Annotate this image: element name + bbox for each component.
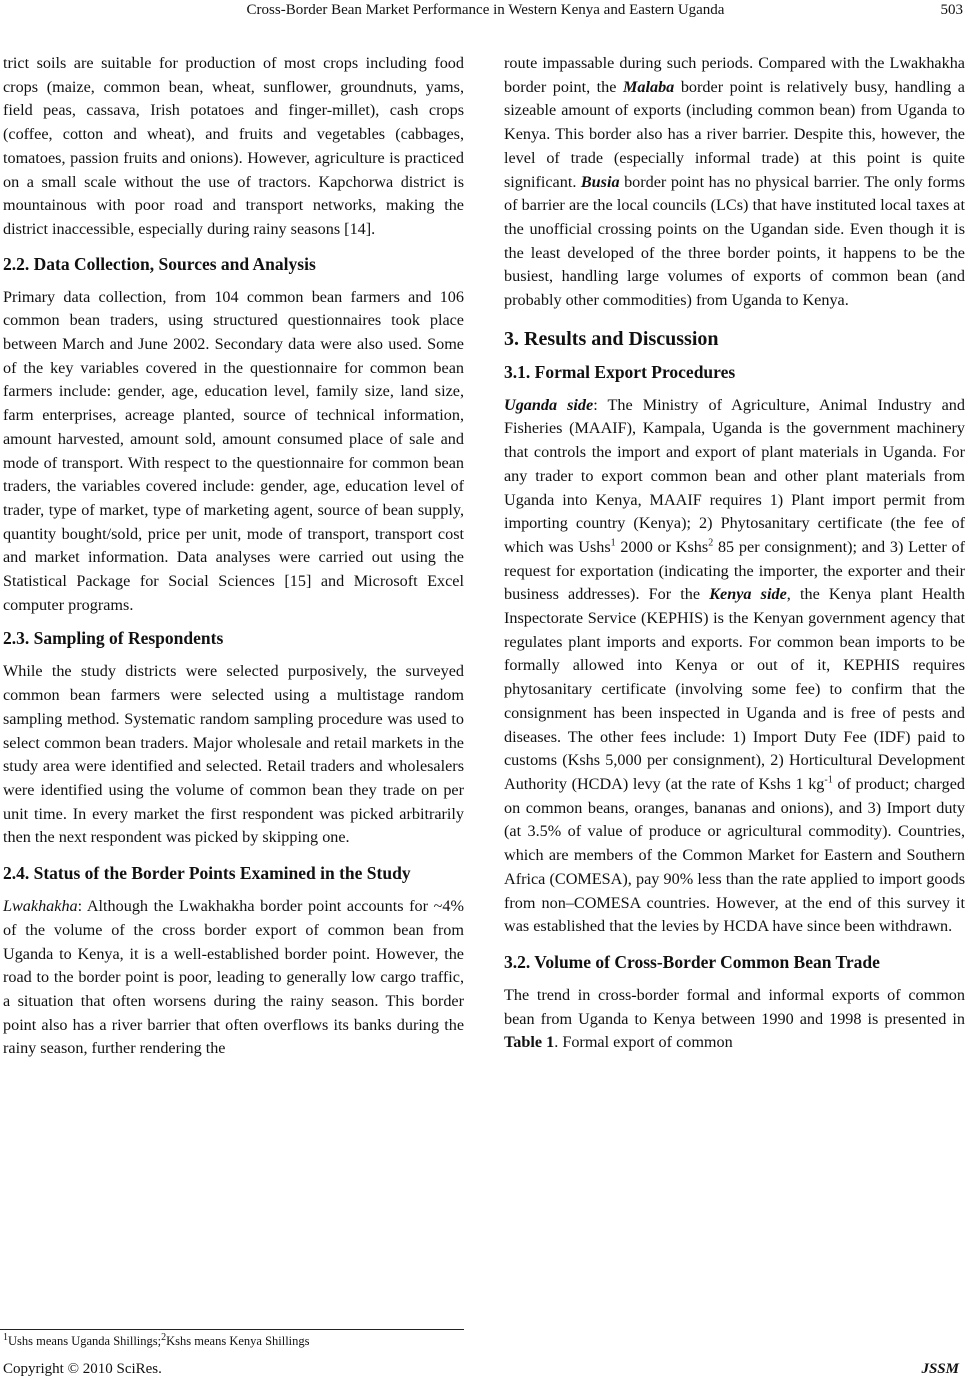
page-number: 503	[940, 2, 963, 18]
heading-2-2: 2.2. Data Collection, Sources and Analysis	[3, 253, 316, 274]
heading-2-4: 2.4. Status of the Border Points Examined in the Study	[3, 863, 411, 884]
border-text-b: border point is relatively busy, handling a sizeable amount of exports (including common bean) from Uganda to Kenya. This border also has a river barrier. Despite this, however, the level of trade (especially informal trade) at this point is quite significant.	[504, 77, 965, 191]
right-column	[504, 52, 965, 1055]
busia-label: Busia	[580, 172, 620, 191]
border-text-c: border point has no physical barrier. The only forms of barrier are the local councils (LCs) that have instituted local taxes at the unofficial crossing points on the Ugandan side. Even though it is the least developed of the three border points, it happens to be the busiest, handling large volumes of exports of common bean (and probably other commodities) from Uganda to Kenya.	[504, 172, 965, 310]
paragraph-2-4-text: : Although the Lwakhakha border point accounts for ~4% of the volume of the cross border export of common bean from Uganda to Kenya, it is a well-established border point. However, the road to the border point is poor, leading to generally low cargo traffic, a situation that often worsens during the rainy season. This border point also has a river barrier that often overflows its banks during the rainy season, further rendering the	[3, 897, 464, 1058]
p31-text-a: : The Ministry of Agriculture, Animal Industry and Fisheries (MAAIF), Kampala, Uganda is the government machinery that controls the import and export of plant materials in Uganda. For any trader to export common bean and other plant materials from Uganda into Kenya, MAAIF requires 1) Plant import permit from importing country (Kenya); 2) Phytosanitary certificate (the fee of which was Ushs	[504, 395, 965, 556]
paragraph-3-2	[504, 984, 965, 1055]
p31-text-b: 2000 or Kshs	[615, 537, 709, 556]
footnote-ref-2: 2	[708, 537, 714, 549]
journal-abbrev: JSSM	[921, 1361, 959, 1377]
p32-text-a: The trend in cross-border formal and informal exports of common bean from Uganda to Kenya between 1990 and 1998 is presented in	[504, 985, 965, 1028]
paragraph-2-4	[3, 895, 464, 1061]
running-title: Cross-Border Bean Market Performance in Western Kenya and Eastern Uganda	[246, 2, 725, 18]
paragraph-2-2: Primary data collection, from 104 common bean farmers and 106 common bean traders, using structured questionnaires took place between March and June 2002. Secondary data were also used. Some of the key variables covered in the questionnaire for common bean farmers include: gender, age, education level, family size, land size, farm enterprises, acreage planted, source of technical information, amount harvested, amount sold, amount consumed place of sale and mode of transport. With respect to the questionnaire for common bean traders, the variables covered include: gender, age, education level of trader, type of market, type of marketing agent, source of bean supply, quantity bought/sold, price per unit, mode of transport, transport cost and market information. Data analyses were carried out using the Statistical Package for Social Sciences [15] and Microsoft Excel computer programs.	[3, 287, 464, 614]
footnote-text-1: Ushs means Uganda Shillings;	[8, 1334, 162, 1348]
footnote	[3, 1333, 310, 1349]
heading-3: 3. Results and Discussion	[504, 327, 719, 350]
p32-text-b: . Formal export of common	[554, 1033, 733, 1052]
footnote-ref-1: 1	[610, 537, 616, 549]
uganda-side-label: Uganda side	[504, 395, 594, 414]
footnote-divider	[0, 1329, 464, 1330]
left-column	[3, 52, 464, 1061]
border-text-a: route impassable during such periods. Compared with the Lwakhakha border point, the	[504, 54, 965, 96]
running-header	[0, 2, 971, 24]
footnote-text-2: Kshs means Kenya Shillings	[166, 1334, 310, 1348]
footnote-mark-2: 2	[161, 1331, 167, 1343]
paragraph-2-3: While the study districts were selected purposively, the surveyed common bean farmers were selected using a multistage random sampling method. Systematic random sampling procedure was used to select common bean traders. Major wholesale and retail markets in the study area were identified and selected. Retail traders and wholesalers were identified using the volume of common bean they trade on per unit time. In every market the first respondent was picked arbitrarily then the next respondent was picked by skipping one.	[3, 662, 464, 847]
heading-3-1: 3.1. Formal Export Procedures	[504, 361, 736, 382]
per-kg-exponent: -1	[824, 774, 833, 786]
paragraph-3-1	[504, 394, 965, 939]
lwakhakha-label: Lwakhakha	[3, 897, 78, 916]
p31-text-d: , the Kenya plant Health Inspectorate Service (KEPHIS) is the Kenyan government agency that regulates plant imports and exports. For common bean imports to be formally allowed into Kenya or out of it, KEPHIS requires phytosanitary certificate (involving some fee) to confirm that the consignment has been inspected in Uganda and is free of pests and diseases. The other fees include: 1) Import Duty Fee (IDF) paid to customs (Kshs 5,000 per consignment), 2) Horticultural Development Authority (HCDA) levy (at the rate of Kshs 1 kg	[504, 585, 966, 793]
kenya-side-label: Kenya side	[709, 585, 787, 604]
heading-3-2: 3.2. Volume of Cross-Border Common Bean Trade	[504, 951, 880, 972]
footnote-mark-1: 1	[3, 1331, 8, 1343]
copyright: Copyright © 2010 SciRes.	[3, 1361, 162, 1377]
p31-text-e: of product; charged on common beans, oranges, bananas and onions), and 3) Import duty (at 3.5% of value of produce or agricultural commodity). Countries, which are members of the Common Market for Eastern and Southern Africa (COMESA), pay 90% less than the rate applied to import goods from non–COMESA countries. However, at the end of this survey it was established that the levies by HCDA have since been withdrawn.	[504, 774, 965, 936]
p31-text-c: 85 per consignment); and 3) Letter of request for exportation (indicating the importer, the exporter and their business addresses). For the	[504, 537, 966, 604]
heading-2-3: 2.3. Sampling of Respondents	[3, 628, 224, 649]
border-points-paragraph	[504, 52, 965, 313]
malaba-label: Malaba	[623, 77, 675, 96]
table-1-ref[interactable]: Table 1	[504, 1033, 555, 1052]
intro-paragraph: trict soils are suitable for production of most crops including food crops (maize, common bean, wheat, sunflower, groundnuts, yams, field peas, cassava, Irish potatoes and finger-millet), cash crops (coffee, cotton and wheat), and fruits and vegetables (cabbages, tomatoes, passion fruits and onions). However, agriculture is practiced on a small scale without the use of tractors. Kapchorwa district is mountainous with poor road and transport networks, making the district inaccessible, especially during rainy seasons [14].	[3, 54, 464, 238]
